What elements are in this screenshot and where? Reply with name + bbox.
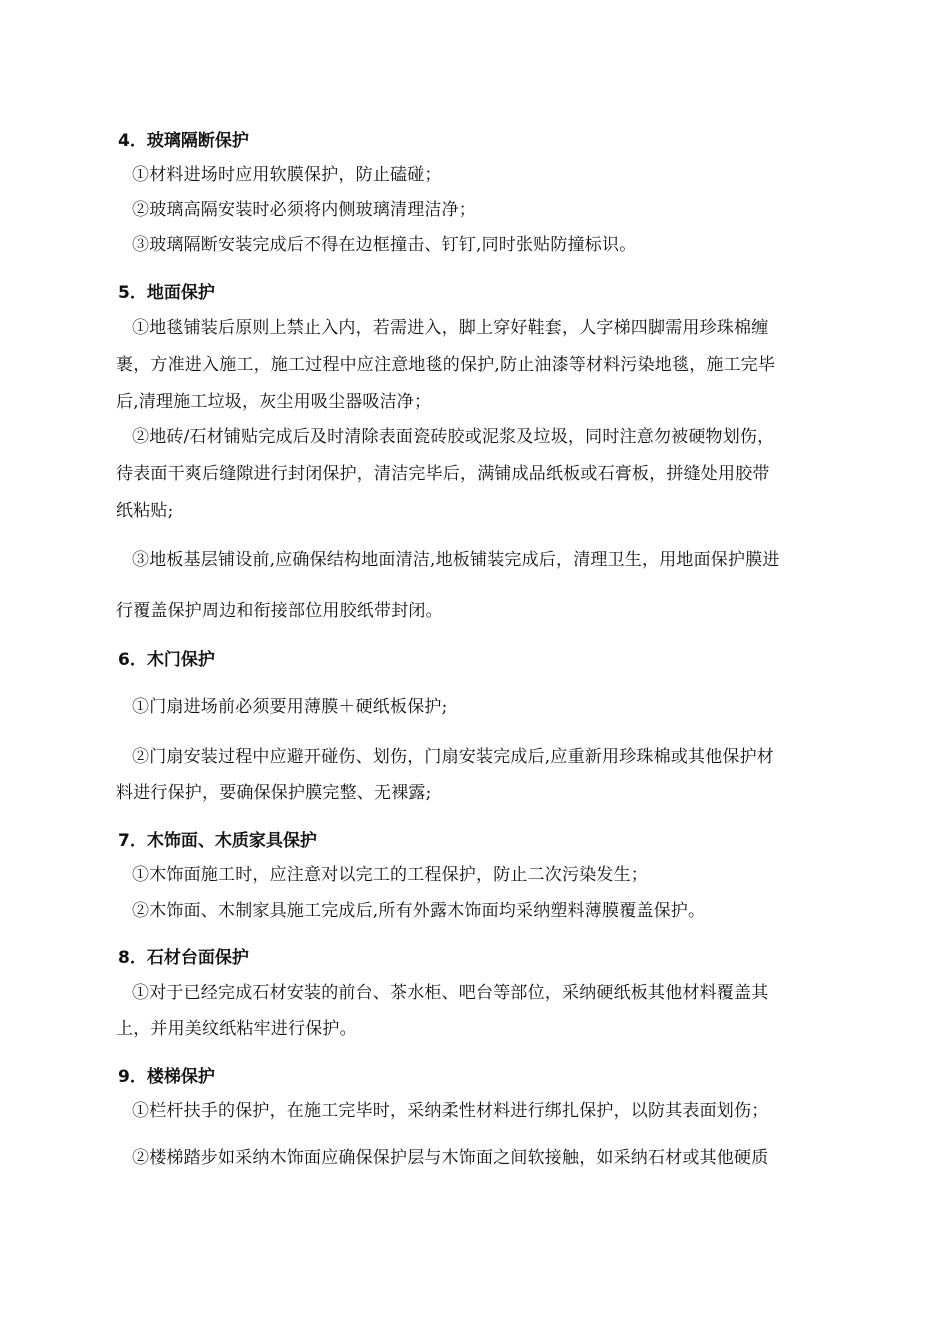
text-line: 上，并用美纹纸粘牢进行保护。 [116, 1019, 357, 1039]
text-line: 料进行保护，要确保保护膜完整、无裸露; [116, 783, 432, 803]
section-title-floor: 5．地面保护 [118, 283, 215, 303]
text-line: ②楼梯踏步如采纳木饰面应确保保护层与木饰面之间软接触，如采纳石材或其他硬质 [132, 1148, 769, 1168]
text-line: 行覆盖保护周边和衔接部位用胶纸带封闭。 [116, 601, 443, 621]
text-line: ②木饰面、木制家具施工完成后,所有外露木饰面均采纳塑料薄膜覆盖保护。 [132, 901, 706, 921]
section-title-stairs: 9．楼梯保护 [118, 1067, 215, 1087]
section-title-wood-door: 6．木门保护 [118, 650, 215, 670]
text-line: ①材料进场时应用软膜保护，防止磕碰； [132, 165, 442, 185]
text-line: ①对于已经完成石材安装的前台、茶水柜、吧台等部位，采纳硬纸板其他材料覆盖其 [132, 983, 769, 1003]
text-line: ③玻璃隔断安装完成后不得在边框撞击、钉钉,同时张贴防撞标识。 [132, 235, 637, 255]
text-line: ③地板基层铺设前,应确保结构地面清洁,地板铺装完成后，清理卫生，用地面保护膜进 [132, 550, 780, 570]
text-line: 后,清理施工垃圾，灰尘用吸尘器吸洁净； [116, 392, 432, 412]
text-line: 裹，方准进入施工，施工过程中应注意地毯的保护,防止油漆等材料污染地毯，施工完毕 [116, 355, 776, 375]
section-title-stone-countertop: 8．石材台面保护 [118, 948, 249, 968]
text-line: ①地毯铺装后原则上禁止入内，若需进入，脚上穿好鞋套，人字梯四脚需用珍珠棉缠 [132, 318, 769, 338]
text-line: 待表面干爽后缝隙进行封闭保护，清洁完毕后，满铺成品纸板或石膏板，拼缝处用胶带 [116, 464, 770, 484]
text-line: 纸粘贴; [116, 501, 174, 521]
section-title-glass-partition: 4．玻璃隔断保护 [118, 131, 249, 151]
text-line: ①门扇进场前必须要用薄膜＋硬纸板保护; [132, 697, 448, 717]
text-line: ①木饰面施工时，应注意对以完工的工程保护，防止二次污染发生； [132, 865, 648, 885]
text-line: ②地砖/石材铺贴完成后及时清除表面瓷砖胶或泥浆及垃圾，同时注意勿被硬物划伤， [132, 427, 775, 447]
section-title-wood-veneer-furniture: 7．木饰面、木质家具保护 [118, 831, 317, 851]
text-line: ②玻璃高隔安装时必须将内侧玻璃清理洁净； [132, 200, 476, 220]
text-line: ①栏杆扶手的保护，在施工完毕时，采纳柔性材料进行绑扎保护，以防其表面划伤； [132, 1101, 769, 1121]
text-line: ②门扇安装过程中应避开碰伤、划伤，门扇安装完成后,应重新用珍珠棉或其他保护材 [132, 747, 775, 767]
